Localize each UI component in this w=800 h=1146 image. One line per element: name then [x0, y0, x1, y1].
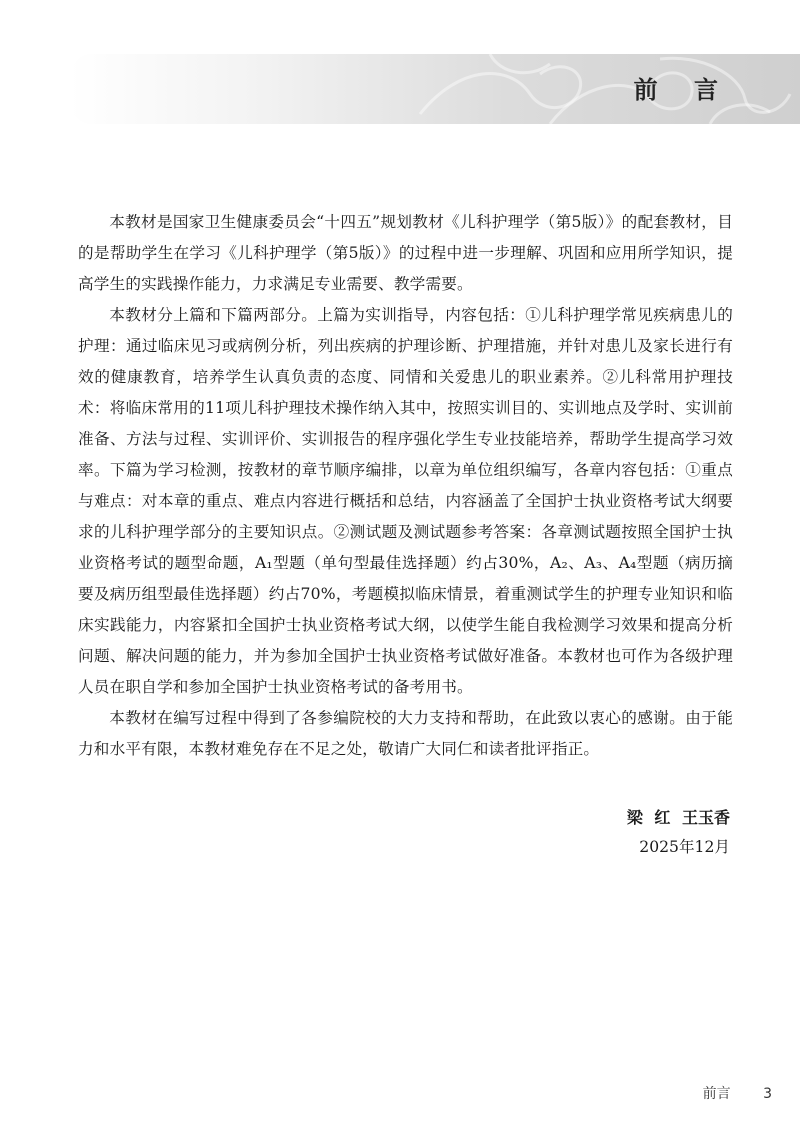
paragraph-intro: 本教材是国家卫生健康委员会“十四五”规划教材《儿科护理学（第5版）》的配套教材，目的是帮助学生在学习《儿科护理学（第5版）》的过程中进一步理解、巩固和应用所学知识，提高学生的实践操作能力，力求满足专业需要、教学需要。: [78, 213, 733, 293]
paragraph-acknowledgement: 本教材在编写过程中得到了各参编院校的大力支持和帮助，在此致以衷心的感谢。由于能力和水平有限，本教材难免存在不足之处，敬请广大同仁和读者批评指正。: [78, 709, 733, 758]
footer-section-label: 前言: [702, 1086, 731, 1102]
page-number: 3: [763, 1086, 772, 1102]
signature-date: 2025年12月: [639, 838, 730, 856]
paragraph-structure: 本教材分上篇和下篇两部分。上篇为实训指导，内容包括：①儿科护理学常见疾病患儿的护理：通过临床见习或病例分析，列出疾病的护理诊断、护理措施，并针对患儿及家长进行有效的健康教育，培养学生认真负责的态度、同情和关爱患儿的职业素养。②儿科常用护理技术：将临床常用的11项儿科护理技术操作纳入其中，按照实训目的、实训地点及学时、实训前准备、方法与过程、实训评价、实训报告的程序强化学生专业技能培养，帮助学生提高学习效率。下篇为学习检测，按教材的章节顺序编排，以章为单位组织编写，各章内容包括：①重点与难点：对本章的重点、难点内容进行概括和总结，内容涵盖了全国护士执业资格考试大纲要求的儿科护理学部分的主要知识点。②测试题及测试题参考答案：各章测试题按照全国护士执业资格考试的题型命题，A₁型题（单句型最佳选择题）约占30%，A₂、A₃、A₄型题（病历摘要及病历组型最佳选择题）约占70%，考题模拟临床情景，着重测试学生的护理专业知识和临床实践能力，内容紧扣全国护士执业资格考试大纲，以使学生能自我检测学习效果和提高分析问题、解决问题的能力，并为参加全国护士执业资格考试做好准备。本教材也可作为各级护理人员在职自学和参加全国护士执业资格考试的备考用书。: [78, 306, 733, 696]
preface-body: [78, 207, 733, 765]
author-names: 梁 红 王玉香: [626, 808, 730, 827]
signature-block: [627, 804, 730, 860]
header-banner: [70, 54, 800, 124]
page-title: 前 言: [633, 76, 732, 104]
decorative-swirl-pattern: [400, 54, 800, 124]
page-footer: [703, 1083, 772, 1103]
